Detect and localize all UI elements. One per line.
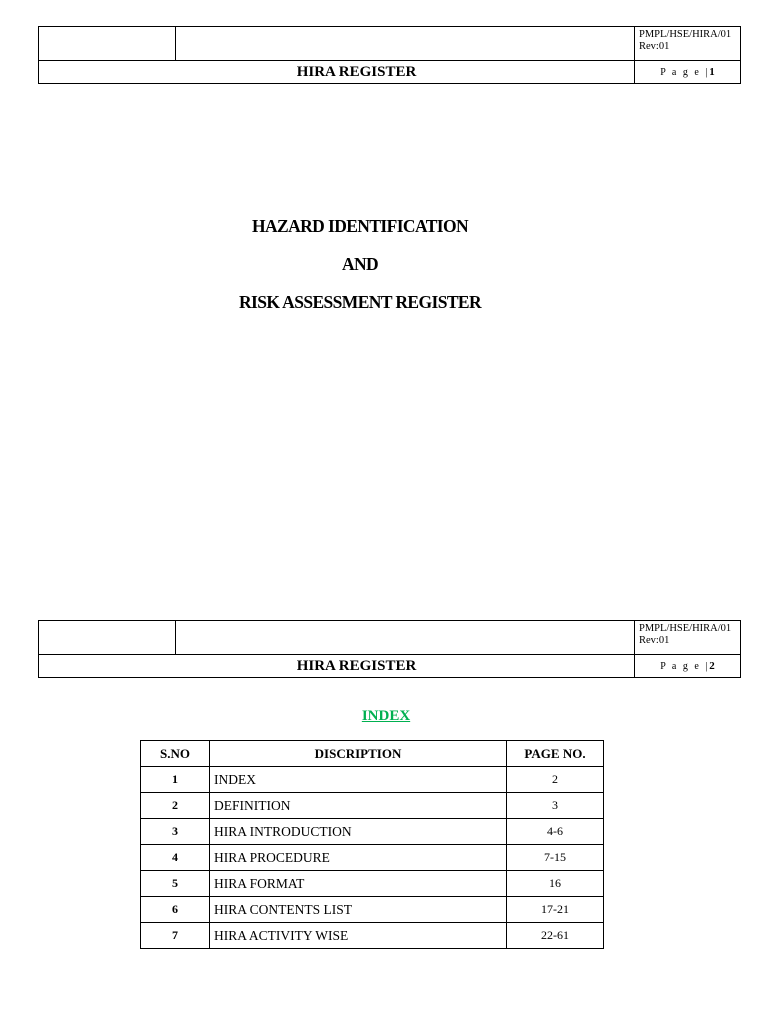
row-sno: 6 xyxy=(141,897,210,923)
table-row xyxy=(141,819,604,845)
page1-page-number-cell xyxy=(635,61,741,84)
page1-doc-code: PMPL/HSE/HIRA/01 xyxy=(639,29,732,40)
row-description: HIRA ACTIVITY WISE xyxy=(210,923,507,949)
table-row xyxy=(141,793,604,819)
page1-doc-rev: Rev:01 xyxy=(639,41,670,52)
page2-page-label: P a g e | xyxy=(660,661,710,672)
col-header-description: DISCRIPTION xyxy=(210,741,507,767)
page1-page-label: P a g e | xyxy=(660,67,710,78)
row-sno: 1 xyxy=(141,767,210,793)
page2-header-title: HIRA REGISTER xyxy=(39,655,635,678)
page2-doc-code-cell xyxy=(635,621,741,655)
page2-page-number-cell xyxy=(635,655,741,678)
page1-header-blank-cell xyxy=(176,27,635,61)
page2-header-logo-cell xyxy=(39,621,176,655)
cover-line-and: AND xyxy=(341,254,379,274)
table-row xyxy=(141,767,604,793)
table-row xyxy=(141,845,604,871)
row-description: HIRA CONTENTS LIST xyxy=(210,897,507,923)
col-header-sno: S.NO xyxy=(141,741,210,767)
row-sno: 3 xyxy=(141,819,210,845)
page1-page-number: 1 xyxy=(709,66,715,78)
row-page: 17-21 xyxy=(507,897,604,923)
row-page: 4-6 xyxy=(507,819,604,845)
table-row xyxy=(141,923,604,949)
cover-line-risk: RISK ASSESSMENT REGISTER xyxy=(238,292,482,312)
row-page: 16 xyxy=(507,871,604,897)
row-sno: 4 xyxy=(141,845,210,871)
page1-header-logo-cell xyxy=(39,27,176,61)
row-description: HIRA FORMAT xyxy=(210,871,507,897)
row-sno: 5 xyxy=(141,871,210,897)
page2-header-blank-cell xyxy=(176,621,635,655)
table-row xyxy=(141,871,604,897)
col-header-page-no: PAGE NO. xyxy=(507,741,604,767)
row-description: HIRA PROCEDURE xyxy=(210,845,507,871)
row-sno: 2 xyxy=(141,793,210,819)
page2-page-number: 2 xyxy=(709,660,715,672)
row-description: DEFINITION xyxy=(210,793,507,819)
row-page: 7-15 xyxy=(507,845,604,871)
page2-doc-code: PMPL/HSE/HIRA/01 xyxy=(639,623,732,634)
row-description: INDEX xyxy=(210,767,507,793)
page1-header-title: HIRA REGISTER xyxy=(39,61,635,84)
table-row xyxy=(141,897,604,923)
row-page: 22-61 xyxy=(507,923,604,949)
index-title: INDEX xyxy=(361,708,411,724)
row-description: HIRA INTRODUCTION xyxy=(210,819,507,845)
cover-line-hazard: HAZARD IDENTIFICATION xyxy=(251,216,469,236)
page2-doc-rev: Rev:01 xyxy=(639,635,670,646)
page1-doc-code-cell xyxy=(635,27,741,61)
index-table xyxy=(140,740,604,949)
row-page: 3 xyxy=(507,793,604,819)
page2-header-table xyxy=(38,620,741,678)
row-sno: 7 xyxy=(141,923,210,949)
page1-header-table xyxy=(38,26,741,84)
row-page: 2 xyxy=(507,767,604,793)
index-header-row xyxy=(141,741,604,767)
